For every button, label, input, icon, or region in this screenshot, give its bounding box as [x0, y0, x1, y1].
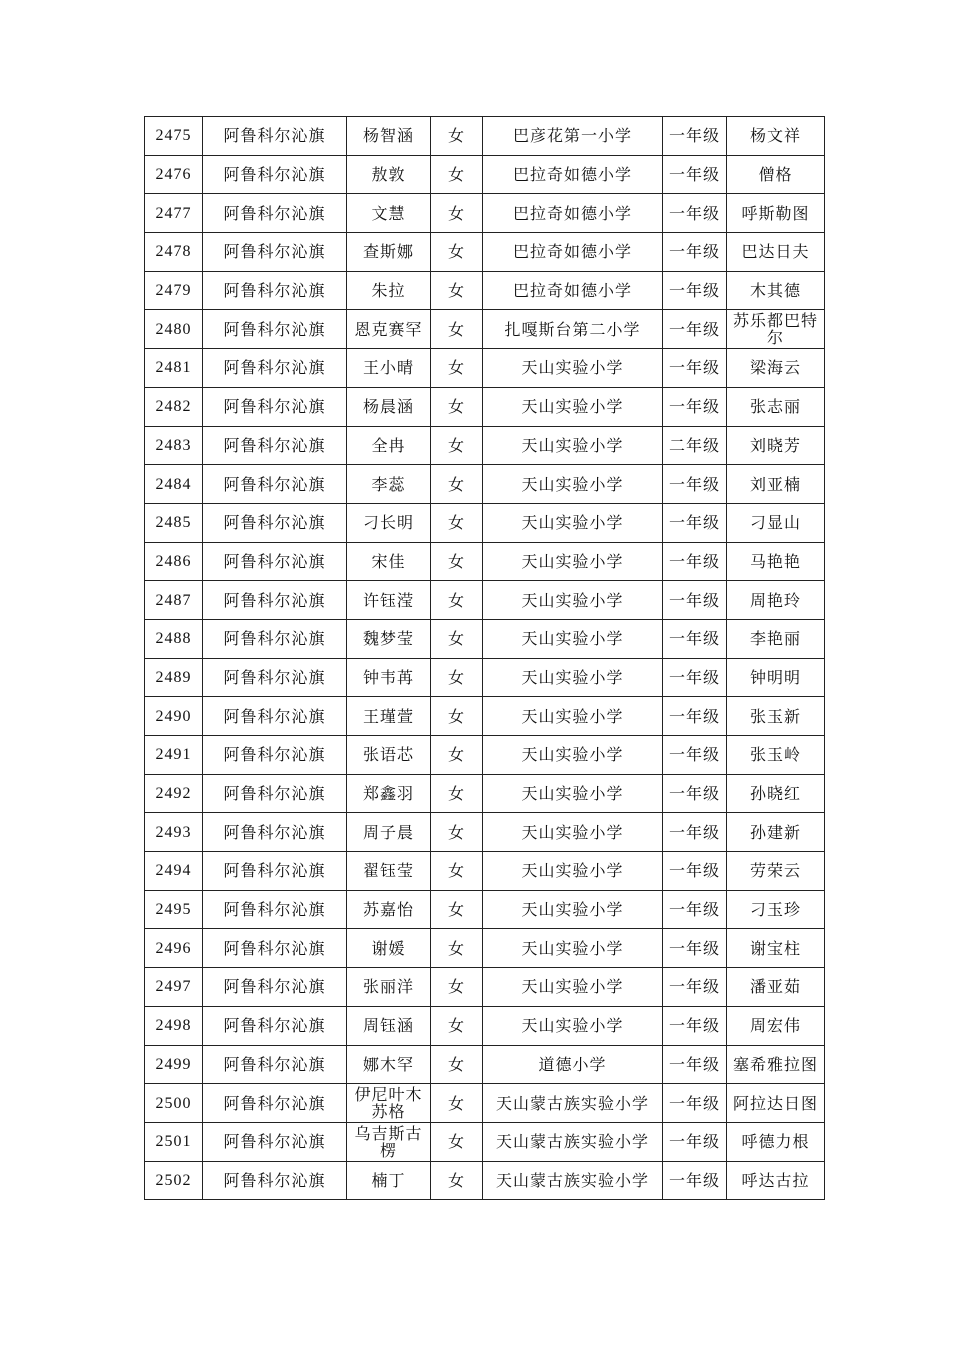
cell-grade: 一年级: [663, 1161, 727, 1200]
cell-number: 2496: [145, 929, 203, 968]
table-row: [145, 465, 825, 504]
cell-region: 阿鲁科尔沁旗: [203, 465, 347, 504]
cell-region: 阿鲁科尔沁旗: [203, 1122, 347, 1161]
cell-school: 巴拉奇如德小学: [483, 155, 663, 194]
cell-student-name: 刁长明: [347, 503, 431, 542]
cell-gender: 女: [431, 426, 483, 465]
table-row: [145, 1006, 825, 1045]
cell-grade: 一年级: [663, 349, 727, 388]
cell-region: 阿鲁科尔沁旗: [203, 813, 347, 852]
cell-school: 天山实验小学: [483, 619, 663, 658]
cell-region: 阿鲁科尔沁旗: [203, 852, 347, 891]
cell-school: 天山蒙古族实验小学: [483, 1084, 663, 1123]
cell-number: 2482: [145, 387, 203, 426]
cell-student-name: 苏嘉怡: [347, 890, 431, 929]
table-row: [145, 310, 825, 349]
cell-number: 2493: [145, 813, 203, 852]
cell-student-name: 楠丁: [347, 1161, 431, 1200]
cell-teacher: 钟明明: [727, 658, 825, 697]
table-row: [145, 1122, 825, 1161]
table-row: [145, 813, 825, 852]
cell-teacher: 呼德力根: [727, 1122, 825, 1161]
cell-teacher: 张玉新: [727, 697, 825, 736]
cell-school: 天山实验小学: [483, 929, 663, 968]
cell-teacher: 阿拉达日图: [727, 1084, 825, 1123]
cell-gender: 女: [431, 387, 483, 426]
cell-grade: 一年级: [663, 1045, 727, 1084]
cell-student-name: 王小晴: [347, 349, 431, 388]
cell-gender: 女: [431, 1006, 483, 1045]
cell-number: 2486: [145, 542, 203, 581]
cell-school: 巴彦花第一小学: [483, 117, 663, 156]
cell-student-name: 李蕊: [347, 465, 431, 504]
cell-teacher: 孙建新: [727, 813, 825, 852]
cell-number: 2501: [145, 1122, 203, 1161]
cell-region: 阿鲁科尔沁旗: [203, 194, 347, 233]
cell-teacher: 木其德: [727, 271, 825, 310]
cell-number: 2484: [145, 465, 203, 504]
table-row: [145, 968, 825, 1007]
cell-student-name: 张语芯: [347, 736, 431, 775]
cell-region: 阿鲁科尔沁旗: [203, 503, 347, 542]
cell-student-name: 娜木罕: [347, 1045, 431, 1084]
cell-gender: 女: [431, 542, 483, 581]
cell-teacher: 李艳丽: [727, 619, 825, 658]
cell-number: 2478: [145, 233, 203, 272]
cell-student-name: 杨智涵: [347, 117, 431, 156]
cell-teacher: 张志丽: [727, 387, 825, 426]
cell-number: 2499: [145, 1045, 203, 1084]
cell-teacher: 塞希雅拉图: [727, 1045, 825, 1084]
cell-teacher: 刘亚楠: [727, 465, 825, 504]
table-row: [145, 929, 825, 968]
cell-school: 天山实验小学: [483, 465, 663, 504]
cell-teacher: 张玉岭: [727, 736, 825, 775]
cell-teacher: 孙晓红: [727, 774, 825, 813]
cell-number: 2479: [145, 271, 203, 310]
table-row: [145, 271, 825, 310]
table-row: [145, 736, 825, 775]
cell-grade: 一年级: [663, 736, 727, 775]
cell-gender: 女: [431, 233, 483, 272]
table-row: [145, 194, 825, 233]
cell-school: 天山实验小学: [483, 1006, 663, 1045]
cell-number: 2495: [145, 890, 203, 929]
table-row: [145, 581, 825, 620]
cell-student-name: 张丽洋: [347, 968, 431, 1007]
cell-gender: 女: [431, 774, 483, 813]
cell-grade: 一年级: [663, 697, 727, 736]
cell-number: 2481: [145, 349, 203, 388]
cell-region: 阿鲁科尔沁旗: [203, 890, 347, 929]
cell-school: 巴拉奇如德小学: [483, 194, 663, 233]
cell-school: 天山蒙古族实验小学: [483, 1161, 663, 1200]
cell-gender: 女: [431, 658, 483, 697]
cell-student-name: 郑鑫羽: [347, 774, 431, 813]
table-row: [145, 658, 825, 697]
cell-student-name: 全冉: [347, 426, 431, 465]
cell-teacher: 马艳艳: [727, 542, 825, 581]
cell-school: 天山实验小学: [483, 813, 663, 852]
cell-teacher: 刁显山: [727, 503, 825, 542]
cell-student-name: 乌吉斯古楞: [347, 1122, 431, 1161]
cell-grade: 一年级: [663, 658, 727, 697]
cell-school: 天山实验小学: [483, 697, 663, 736]
cell-number: 2492: [145, 774, 203, 813]
cell-number: 2497: [145, 968, 203, 1007]
cell-gender: 女: [431, 736, 483, 775]
cell-grade: 一年级: [663, 929, 727, 968]
cell-grade: 一年级: [663, 581, 727, 620]
cell-student-name: 伊尼叶木苏格: [347, 1084, 431, 1123]
cell-teacher: 周宏伟: [727, 1006, 825, 1045]
cell-gender: 女: [431, 1084, 483, 1123]
table-row: [145, 1084, 825, 1123]
cell-school: 天山实验小学: [483, 774, 663, 813]
cell-grade: 一年级: [663, 271, 727, 310]
cell-region: 阿鲁科尔沁旗: [203, 117, 347, 156]
roster-table: [144, 116, 825, 1200]
cell-number: 2489: [145, 658, 203, 697]
cell-school: 巴拉奇如德小学: [483, 233, 663, 272]
cell-student-name: 谢媛: [347, 929, 431, 968]
cell-school: 扎嘎斯台第二小学: [483, 310, 663, 349]
cell-gender: 女: [431, 465, 483, 504]
table-row: [145, 155, 825, 194]
cell-school: 天山实验小学: [483, 542, 663, 581]
cell-teacher: 潘亚茹: [727, 968, 825, 1007]
cell-region: 阿鲁科尔沁旗: [203, 774, 347, 813]
cell-region: 阿鲁科尔沁旗: [203, 271, 347, 310]
table-row: [145, 233, 825, 272]
cell-gender: 女: [431, 929, 483, 968]
cell-region: 阿鲁科尔沁旗: [203, 929, 347, 968]
cell-grade: 一年级: [663, 1122, 727, 1161]
cell-grade: 一年级: [663, 465, 727, 504]
cell-school: 天山实验小学: [483, 852, 663, 891]
cell-teacher: 杨文祥: [727, 117, 825, 156]
cell-teacher: 苏乐都巴特尔: [727, 310, 825, 349]
cell-teacher: 僧格: [727, 155, 825, 194]
cell-gender: 女: [431, 619, 483, 658]
cell-student-name: 周子晨: [347, 813, 431, 852]
cell-teacher: 刁玉珍: [727, 890, 825, 929]
cell-gender: 女: [431, 310, 483, 349]
cell-gender: 女: [431, 117, 483, 156]
cell-grade: 一年级: [663, 155, 727, 194]
cell-student-name: 宋佳: [347, 542, 431, 581]
cell-number: 2490: [145, 697, 203, 736]
cell-teacher: 呼达古拉: [727, 1161, 825, 1200]
table-row: [145, 542, 825, 581]
cell-student-name: 文慧: [347, 194, 431, 233]
cell-region: 阿鲁科尔沁旗: [203, 619, 347, 658]
cell-school: 道德小学: [483, 1045, 663, 1084]
cell-school: 巴拉奇如德小学: [483, 271, 663, 310]
cell-student-name: 王瑾萱: [347, 697, 431, 736]
cell-teacher: 梁海云: [727, 349, 825, 388]
cell-grade: 一年级: [663, 503, 727, 542]
cell-school: 天山实验小学: [483, 890, 663, 929]
cell-gender: 女: [431, 1122, 483, 1161]
cell-school: 天山实验小学: [483, 387, 663, 426]
cell-school: 天山实验小学: [483, 581, 663, 620]
table-row: [145, 1045, 825, 1084]
table-row: [145, 619, 825, 658]
cell-region: 阿鲁科尔沁旗: [203, 736, 347, 775]
table-row: [145, 890, 825, 929]
cell-school: 天山实验小学: [483, 736, 663, 775]
cell-gender: 女: [431, 349, 483, 388]
cell-student-name: 敖敦: [347, 155, 431, 194]
cell-grade: 一年级: [663, 852, 727, 891]
table-row: [145, 774, 825, 813]
table-row: [145, 1161, 825, 1200]
cell-grade: 一年级: [663, 387, 727, 426]
cell-student-name: 许钰滢: [347, 581, 431, 620]
cell-number: 2500: [145, 1084, 203, 1123]
cell-student-name: 查斯娜: [347, 233, 431, 272]
cell-gender: 女: [431, 271, 483, 310]
cell-gender: 女: [431, 194, 483, 233]
cell-region: 阿鲁科尔沁旗: [203, 581, 347, 620]
cell-gender: 女: [431, 1045, 483, 1084]
cell-grade: 一年级: [663, 233, 727, 272]
cell-student-name: 杨晨涵: [347, 387, 431, 426]
cell-region: 阿鲁科尔沁旗: [203, 349, 347, 388]
cell-school: 天山蒙古族实验小学: [483, 1122, 663, 1161]
cell-number: 2491: [145, 736, 203, 775]
cell-school: 天山实验小学: [483, 968, 663, 1007]
cell-number: 2498: [145, 1006, 203, 1045]
cell-number: 2475: [145, 117, 203, 156]
cell-region: 阿鲁科尔沁旗: [203, 697, 347, 736]
cell-region: 阿鲁科尔沁旗: [203, 1045, 347, 1084]
cell-student-name: 周钰涵: [347, 1006, 431, 1045]
cell-number: 2494: [145, 852, 203, 891]
cell-grade: 一年级: [663, 619, 727, 658]
cell-number: 2502: [145, 1161, 203, 1200]
cell-number: 2477: [145, 194, 203, 233]
cell-teacher: 巴达日夫: [727, 233, 825, 272]
cell-teacher: 周艳玲: [727, 581, 825, 620]
cell-teacher: 劳荣云: [727, 852, 825, 891]
cell-gender: 女: [431, 581, 483, 620]
cell-grade: 一年级: [663, 194, 727, 233]
cell-grade: 一年级: [663, 117, 727, 156]
table-row: [145, 349, 825, 388]
cell-region: 阿鲁科尔沁旗: [203, 426, 347, 465]
cell-region: 阿鲁科尔沁旗: [203, 233, 347, 272]
cell-number: 2488: [145, 619, 203, 658]
table-row: [145, 852, 825, 891]
cell-region: 阿鲁科尔沁旗: [203, 968, 347, 1007]
cell-region: 阿鲁科尔沁旗: [203, 387, 347, 426]
table-row: [145, 503, 825, 542]
cell-gender: 女: [431, 503, 483, 542]
cell-grade: 二年级: [663, 426, 727, 465]
cell-region: 阿鲁科尔沁旗: [203, 155, 347, 194]
cell-grade: 一年级: [663, 542, 727, 581]
cell-school: 天山实验小学: [483, 658, 663, 697]
cell-gender: 女: [431, 1161, 483, 1200]
cell-grade: 一年级: [663, 968, 727, 1007]
cell-teacher: 呼斯勒图: [727, 194, 825, 233]
cell-grade: 一年级: [663, 310, 727, 349]
table-row: [145, 697, 825, 736]
cell-grade: 一年级: [663, 774, 727, 813]
cell-gender: 女: [431, 155, 483, 194]
cell-student-name: 钟韦苒: [347, 658, 431, 697]
cell-number: 2480: [145, 310, 203, 349]
cell-school: 天山实验小学: [483, 349, 663, 388]
cell-region: 阿鲁科尔沁旗: [203, 1006, 347, 1045]
cell-region: 阿鲁科尔沁旗: [203, 542, 347, 581]
roster-body: [145, 117, 825, 1200]
cell-grade: 一年级: [663, 1006, 727, 1045]
cell-grade: 一年级: [663, 890, 727, 929]
cell-number: 2485: [145, 503, 203, 542]
cell-student-name: 翟钰莹: [347, 852, 431, 891]
cell-school: 天山实验小学: [483, 426, 663, 465]
cell-grade: 一年级: [663, 1084, 727, 1123]
table-row: [145, 426, 825, 465]
cell-number: 2483: [145, 426, 203, 465]
cell-region: 阿鲁科尔沁旗: [203, 310, 347, 349]
cell-region: 阿鲁科尔沁旗: [203, 658, 347, 697]
cell-number: 2476: [145, 155, 203, 194]
table-row: [145, 387, 825, 426]
cell-student-name: 魏梦莹: [347, 619, 431, 658]
cell-gender: 女: [431, 890, 483, 929]
cell-teacher: 刘晓芳: [727, 426, 825, 465]
cell-region: 阿鲁科尔沁旗: [203, 1084, 347, 1123]
cell-gender: 女: [431, 697, 483, 736]
cell-gender: 女: [431, 968, 483, 1007]
cell-student-name: 朱拉: [347, 271, 431, 310]
cell-grade: 一年级: [663, 813, 727, 852]
cell-teacher: 谢宝柱: [727, 929, 825, 968]
cell-school: 天山实验小学: [483, 503, 663, 542]
table-row: [145, 117, 825, 156]
cell-number: 2487: [145, 581, 203, 620]
cell-gender: 女: [431, 813, 483, 852]
cell-student-name: 恩克赛罕: [347, 310, 431, 349]
cell-region: 阿鲁科尔沁旗: [203, 1161, 347, 1200]
cell-gender: 女: [431, 852, 483, 891]
